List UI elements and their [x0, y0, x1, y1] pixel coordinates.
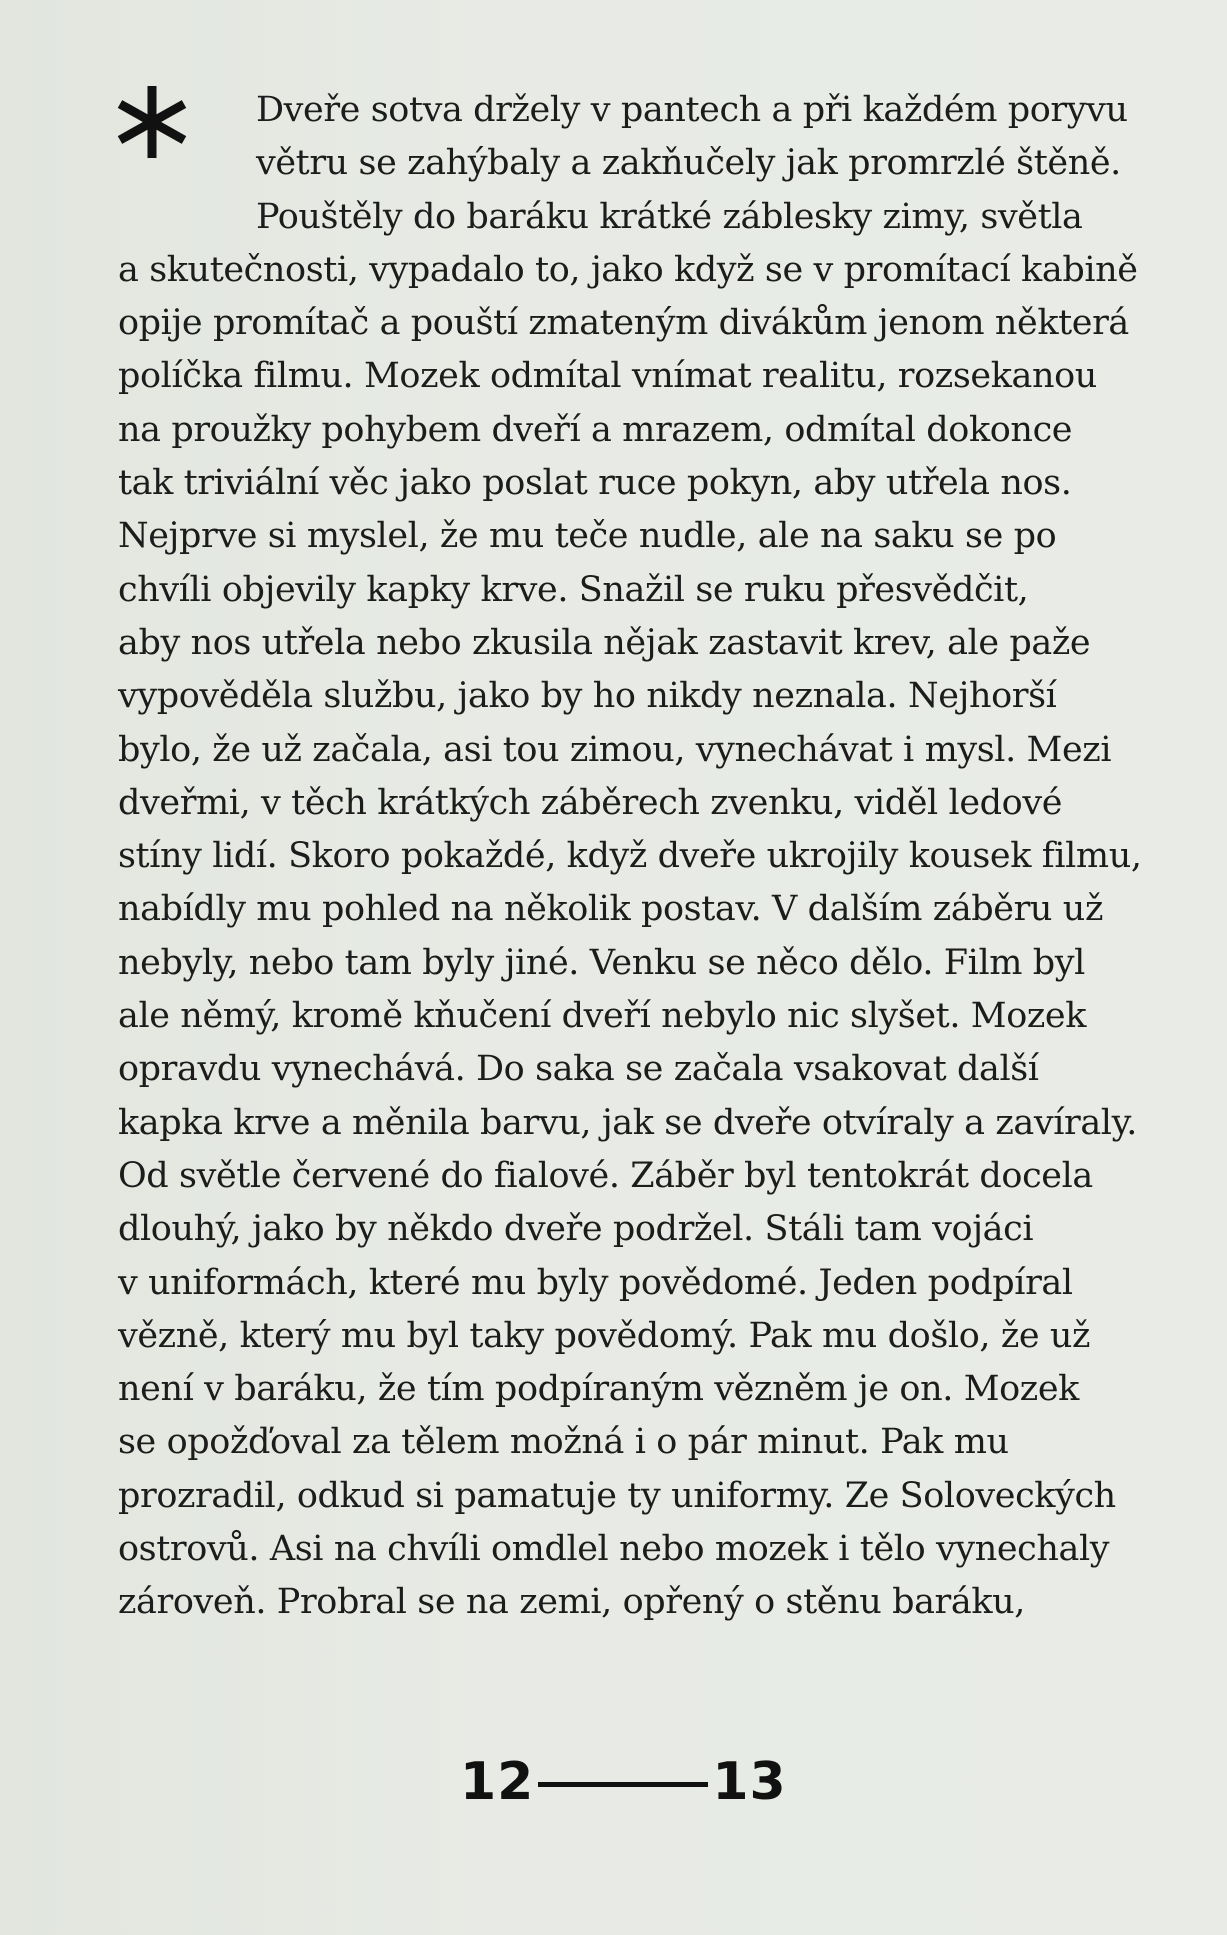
- text-line: opije promítač a pouští zmateným divákům jenom některá: [118, 303, 1129, 344]
- text-line: ale němý, kromě kňučení dveří nebylo nic slyšet. Mozek: [118, 996, 1087, 1037]
- text-line: se opožďoval za tělem možná i o pár minut. Pak mu: [118, 1422, 1009, 1463]
- text-line: vězně, který mu byl taky povědomý. Pak mu došlo, že už: [118, 1315, 1091, 1356]
- text-line: tak triviální věc jako poslat ruce pokyn, aby utřela nos.: [118, 463, 1072, 504]
- text-line: chvíli objevily kapky krve. Snažil se ruku přesvědčit,: [118, 569, 1029, 610]
- text-line: aby nos utřela nebo zkusila nějak zastavit krev, ale paže: [118, 622, 1091, 663]
- text-line: v uniformách, které mu byly povědomé. Jeden podpíral: [118, 1262, 1073, 1303]
- text-line: nebyly, nebo tam byly jiné. Venku se něco dělo. Film byl: [118, 942, 1085, 983]
- text-line: Od světle červené do fialové. Záběr byl tentokrát docela: [118, 1155, 1093, 1196]
- text-line: kapka krve a měnila barvu, jak se dveře otvíraly a zavíraly.: [118, 1102, 1138, 1143]
- folio-dash: [538, 1782, 708, 1787]
- text-line: a skutečnosti, vypadalo to, jako když se v promítací kabině: [118, 249, 1138, 290]
- page-numbers: [460, 1752, 787, 1812]
- text-line: políčka filmu. Mozek odmítal vnímat realitu, rozsekanou: [118, 356, 1097, 397]
- text-line: ostrovů. Asi na chvíli omdlel nebo mozek i tělo vynechaly: [118, 1529, 1110, 1570]
- text-line: bylo, že už začala, asi tou zimou, vynechávat i mysl. Mezi: [118, 729, 1112, 770]
- text-line: prozradil, odkud si pamatuje ty uniformy. Ze Soloveckých: [118, 1475, 1116, 1516]
- text-line: vypověděla službu, jako by ho nikdy neznala. Nejhorší: [118, 676, 1057, 717]
- text-line: větru se zahýbaly a zakňučely jak promrzlé štěně.: [256, 143, 1121, 184]
- text-line: Nejprve si myslel, že mu teče nudle, ale na saku se po: [118, 516, 1057, 557]
- left-page-number: 12: [460, 1752, 535, 1812]
- text-line: dlouhý, jako by někdo dveře podržel. Stáli tam vojáci: [118, 1209, 1034, 1250]
- text-line: zároveň. Probral se na zemi, opřený o stěnu baráku,: [118, 1582, 1026, 1623]
- body-text: [118, 84, 1142, 1630]
- right-page-number: 13: [712, 1752, 787, 1812]
- text-line: opravdu vynechává. Do saka se začala vsakovat další: [118, 1049, 1039, 1090]
- text-line: Dveře sotva držely v pantech a při každém poryvu: [256, 90, 1128, 130]
- text-line: na proužky pohybem dveří a mrazem, odmítal dokonce: [118, 409, 1073, 450]
- text-line: Pouštěly do baráku krátké záblesky zimy, světla: [256, 196, 1083, 237]
- text-line: není v baráku, že tím podpíraným vězněm je on. Mozek: [118, 1369, 1079, 1410]
- text-line: stíny lidí. Skoro pokaždé, když dveře ukrojily kousek filmu,: [118, 836, 1142, 877]
- text-line: nabídly mu pohled na několik postav. V dalším záběru už: [118, 889, 1103, 930]
- text-line: dveřmi, v těch krátkých záběrech zvenku, viděl ledové: [118, 782, 1063, 823]
